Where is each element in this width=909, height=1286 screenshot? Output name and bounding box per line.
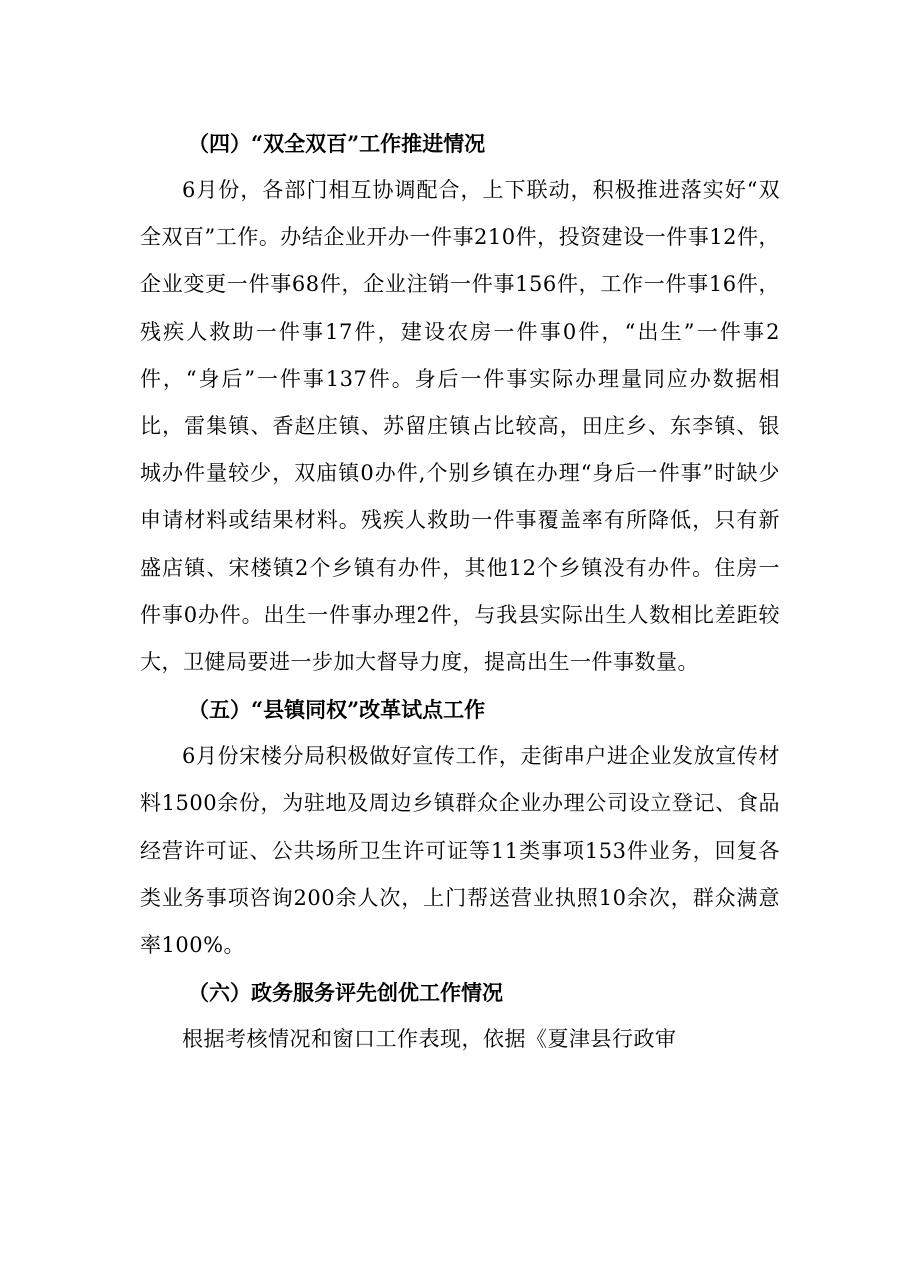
section-heading-5: （五）“县镇同权”改革试点工作 bbox=[188, 697, 486, 723]
document-body bbox=[140, 120, 780, 1063]
section-paragraph-6: 根据考核情况和窗口工作表现，依据《夏津县行政审 bbox=[182, 1027, 677, 1052]
section-paragraph-4: 6月份，各部门相互协调配合，上下联动，积极推进落实好“双全双百”工作。办结企业开办一件事210件，投资建设一件事12件，企业变更一件事68件，企业注销一件事156件，工作一件事16件，残疾人救助一件事17件，建设农房一件事0件，“出生”一件事2件，“身后”一件事137件。身后一件事实际办理量同应办数据相比，雷集镇、香赵庄镇、苏留庄镇占比较高，田庄乡、东李镇、银城办件量较少，双庙镇0办件,个别乡镇在办理“身后一件事”时缺少申请材料或结果材料。残疾人救助一件事覆盖率有所降低，只有新盛店镇、宋楼镇2个乡镇有办件，其他12个乡镇没有办件。住房一件事0办件。出生一件事办理2件，与我县实际出生人数相比差距较大，卫健局要进一步加大督导力度，提高出生一件事数量。 bbox=[140, 178, 780, 675]
section-heading-4: （四）“双全双百”工作推进情况 bbox=[188, 131, 486, 156]
section-heading-6: （六）政务服务评先创优工作情况 bbox=[188, 980, 503, 1006]
section-paragraph-5: 6月份宋楼分局积极做好宣传工作，走街串户进企业发放宣传材料1500余份，为驻地及周边乡镇群众企业办理公司设立登记、食品经营许可证、公共场所卫生许可证等11类事项153件业务，回复各类业务事项咨询200余人次，上门帮送营业执照10余次，群众满意率100%。 bbox=[140, 744, 780, 958]
